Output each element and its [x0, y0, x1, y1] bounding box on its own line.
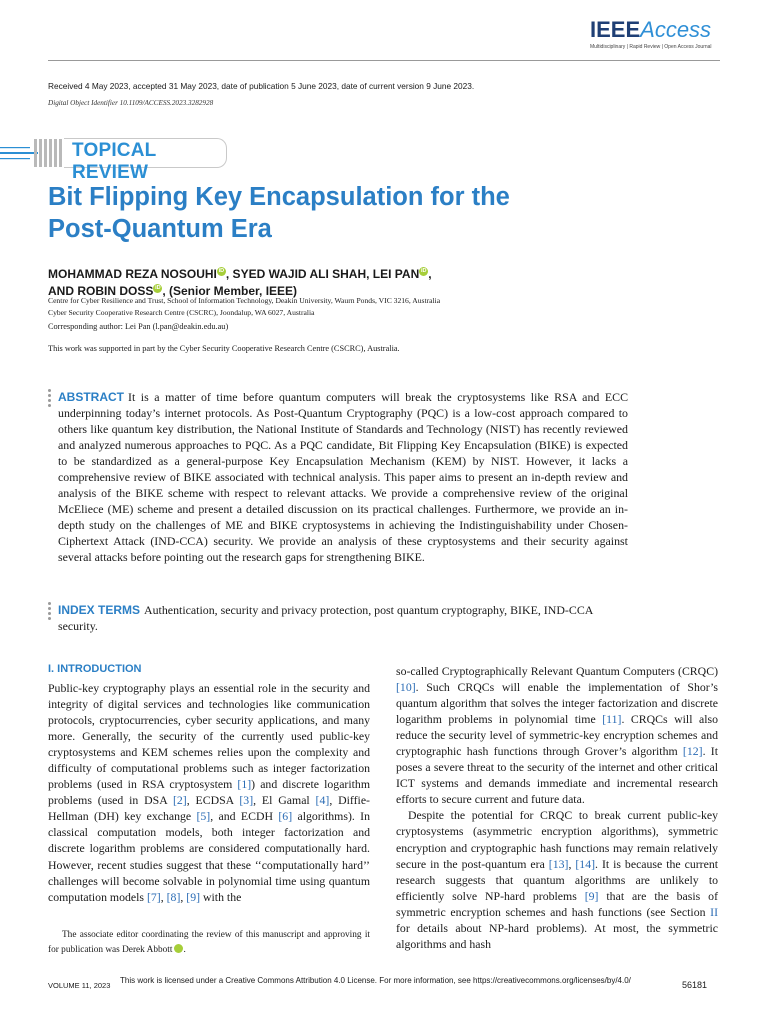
text-run: . It is because the current research suggests that quantum algorithms are unlikely to efficiently solve NP-hard problems [396, 856, 718, 903]
citation-link[interactable]: [14] [575, 856, 596, 871]
doi[interactable]: Digital Object Identifier 10.1109/ACCESS.2023.3282928 [48, 99, 214, 107]
text-run: that are the basis of symmetric encryption schemes and hash functions (see Section [396, 888, 718, 919]
orcid-icon[interactable]: iD [218, 268, 225, 274]
abstract-text: It is a matter of time before quantum computers will break the cryptosystems like RSA and ECC underpinning today’s internet protocols. As Post-Quantum Cryptography (PQC) is a low-cost approach compared to others like quantum key distribution, the National Institute of Standards and Technology (NIST) has recently reviewed and analyzed numerous approaches to PQC. As a PQC candidate, Bit Flipping Key Encapsulation (BIKE) is expected to be standardized as a general-purpose Key Encapsulation Mechanism (KEM) by NIST. However, it lacks a comprehensive review of BIKE associated with technical analysis. This paper aims to present an in-depth review and analysis of the BIKE scheme with respect to relevant attacks. We provide a comprehensive review of the original McEliece (ME) scheme and present a detailed discussion on its practical challenges. Furthermore, we provide an in-depth study on the challenges of ME and BIKE cryptosystems in achieving the Indistinguishability under Chosen-Ciphertext Attack (IND-CCA) security. We provide an analysis of these cryptosystems and their security against several attacks before pointing out the research gaps for strengthening BIKE. [58, 390, 628, 564]
logo-tagline: Multidisciplinary | Rapid Review | Open Access Journal [590, 44, 712, 50]
orcid-icon[interactable]: iD [155, 285, 161, 291]
journal-logo [590, 18, 730, 50]
category-label: TOPICAL REVIEW [72, 140, 157, 183]
citation-link[interactable]: [11] [602, 712, 622, 727]
header-rule [48, 60, 720, 61]
index-terms-text: Authentication, security and privacy protection, post quantum cryptography, BIKE, IND-CCA security. [58, 603, 593, 633]
citation-link[interactable]: [6] [278, 809, 293, 824]
text-run: Despite the potential for CRQC to break current public-key cryptosystems (asymmetric encryption algorithms), symmetric encryption and cryptographic hash functions may remain relatively secure in the post-quantum era [396, 808, 718, 871]
index-terms [58, 602, 628, 634]
text-run: so-called Cryptographically Relevant Quantum Computers (CRQC) [396, 664, 718, 678]
citation-link[interactable]: [7] [146, 889, 161, 904]
logo-access-text: Access [640, 17, 712, 42]
footer-license[interactable]: This work is licensed under a Creative Commons Attribution 4.0 License. For more information, see https://creativecommons.org/licenses/by/4.0/ [120, 976, 631, 985]
editor-footnote: The associate editor coordinating the review of this manuscript and approving it for publication was Derek Abbott iD. [48, 930, 370, 955]
corresponding-author: Corresponding author: Lei Pan (l.pan@deakin.edu.au) [48, 322, 229, 331]
text-run: . It poses a severe threat to the security of the internet and other critical ICT systems and demands immediate and incremental research efforts to secure current and future data. [396, 744, 718, 807]
citation-link[interactable]: [10] [396, 680, 416, 695]
affiliation-1: Centre for Cyber Resilience and Trust, School of Information Technology, Deakin University, Waurn Ponds, VIC 3216, Australia [48, 296, 441, 305]
citation-link[interactable]: [5] [196, 809, 211, 824]
author-list [48, 266, 648, 300]
orcid-icon[interactable]: iD [174, 944, 183, 953]
text-run: , ECDSA [186, 793, 240, 808]
text-run: with the [200, 889, 242, 904]
citation-link[interactable]: [9] [186, 889, 201, 904]
abstract-label: ABSTRACT [58, 390, 124, 404]
footer-volume: VOLUME 11, 2023 [48, 981, 111, 990]
citation-link[interactable]: [9] [584, 888, 599, 903]
text-run: , [180, 889, 187, 904]
citation-link[interactable]: [13] [548, 856, 569, 871]
citation-link[interactable]: [3] [239, 793, 254, 808]
text-run: , [160, 889, 167, 904]
text-run: , [568, 856, 576, 871]
citation-link[interactable]: [8] [166, 889, 181, 904]
text-run: ) and discrete logarithm problems (used in DSA [48, 777, 370, 808]
section-link[interactable]: II [710, 904, 718, 919]
footnote-text: The associate editor coordinating the review of this manuscript and approving it for publication was Derek Abbott [48, 930, 370, 955]
category-banner [0, 136, 230, 183]
left-column-text [48, 680, 370, 905]
footer-page-number: 56181 [682, 980, 708, 990]
author-nosouhi: MOHAMMAD REZA NOSOUHI [48, 267, 217, 281]
index-terms-label: INDEX TERMS [58, 603, 141, 617]
citation-link[interactable]: [4] [315, 793, 330, 808]
right-column-text [396, 663, 718, 952]
text-run: , and ECDH [210, 809, 279, 824]
text-run: , Diffie-Hellman (DH) key exchange [48, 793, 370, 824]
author-shah-pan: , SYED WAJID ALI SHAH, LEI PAN [225, 267, 420, 281]
author-sep: , [428, 267, 432, 281]
abstract-dots-icon [48, 389, 52, 409]
logo-ieee-text: IEEE [590, 17, 641, 42]
paper-title: Bit Flipping Key Encapsulation for the Post-Quantum Era [48, 183, 510, 243]
orcid-icon[interactable]: iD [421, 268, 427, 274]
citation-link[interactable]: [2] [172, 793, 187, 808]
citation-link[interactable]: [12] [682, 744, 703, 759]
text-run: for details about NP-hard problems). At most, the symmetric algorithms and hash [396, 920, 718, 951]
citation-link[interactable]: [1] [237, 777, 252, 792]
section-heading: I. INTRODUCTION [48, 663, 142, 675]
author-doss-title: , (Senior Member, IEEE) [162, 284, 298, 298]
text-run: Public-key cryptography plays an essential role in the security and integrity of digital services and technologies like communication protocols, cryptocurrencies, cyber security applications, and many more. Generally, the security of the currently used public-key cryptosystems and KEM schemes relies upon the complexity and difficulty of computational problems such as integer factorization problems (used in RSA cryptosystem [48, 681, 370, 792]
author-doss: AND ROBIN DOSS [48, 284, 154, 298]
index-dots-icon [48, 602, 52, 622]
text-run: algorithms). In classical computation models, both integer factorization and discrete logarithm problems are considered computationally hard. However, recent studies suggest that these ‘‘computationally hard’’ challenges will become solvable in polynomial time using quantum computation models [48, 809, 370, 904]
text-run: . Such CRQCs will enable the implementation of Shor’s quantum algorithm that solves the integer factorization and discrete logarithm problems in polynomial time [396, 680, 718, 727]
text-run: , El Gamal [253, 793, 316, 808]
funding-statement: This work was supported in part by the Cyber Security Cooperative Research Centre (CSCRC), Australia. [48, 344, 400, 353]
text-run: . CRQCs will also reduce the security level of symmetric-key encryption schemes and cryptographic hash functions through Grover’s algorithm [396, 712, 718, 759]
abstract [58, 389, 628, 565]
affiliation-2: Cyber Security Cooperative Research Centre (CSCRC), Joondalup, WA 6027, Australia [48, 308, 315, 317]
publication-dates: Received 4 May 2023, accepted 31 May 2023, date of publication 5 June 2023, date of current version 9 June 2023. [48, 81, 475, 91]
banner-bars-icon [0, 139, 64, 167]
